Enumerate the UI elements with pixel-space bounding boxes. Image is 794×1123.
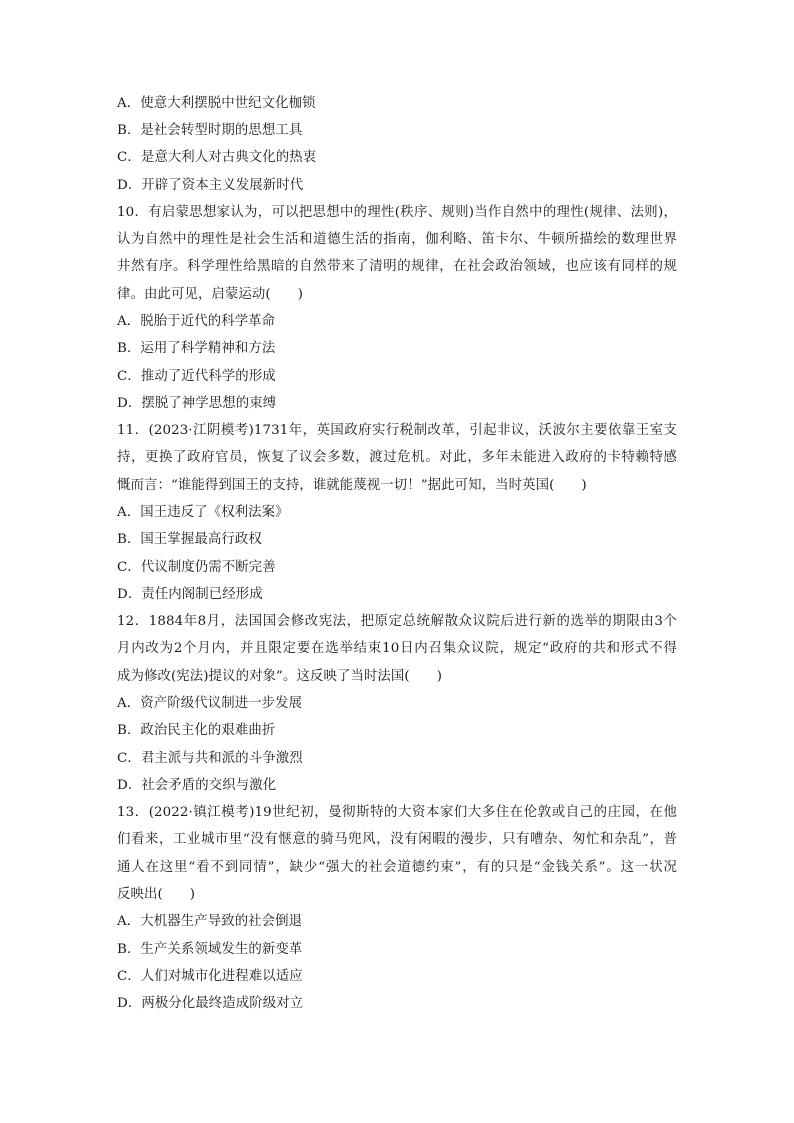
q12-option-c: C．君主派与共和派的斗争激烈 [117,751,303,766]
q13-stem-line-1: 13．(2022·镇江模考)19世纪初，曼彻斯特的大资本家们大多住在伦敦或自己的庄园，在他 [117,805,677,820]
q9-option-b: B．是社会转型时期的思想工具 [117,123,303,138]
q12-stem-line-3: 成为修改(宪法)提议的对象”。这反映了当时法国( ) [117,669,443,684]
q11-stem-line-1: 11．(2023·江阴模考)1731年，英国政府实行税制改革，引起非议，沃波尔主要依靠王室支 [117,423,677,438]
q11-option-c: C．代议制度仍需不断完善 [117,560,276,575]
q10-stem-line-2: 认为自然中的理性是社会生活和道德生活的指南，伽利略、笛卡尔、牛顿所描绘的数理世界 [117,232,677,247]
q13-option-c: C．人们对城市化进程难以适应 [117,969,303,984]
q11-option-a: A．国王违反了《权利法案》 [117,505,289,520]
q12-option-b: B．政治民主化的艰难曲折 [117,723,276,738]
q9-option-d: D．开辟了资本主义发展新时代 [117,178,304,193]
q10-stem-line-1: 10．有启蒙思想家认为，可以把思想中的理性(秩序、规则)当作自然中的理性(规律、法则)， [117,205,677,220]
q11-option-b: B．国王掌握最高行政权 [117,532,262,547]
q13-stem-line-4: 反映出( ) [117,887,196,902]
q10-option-d: D．摆脱了神学思想的束缚 [117,396,277,411]
q9-option-c: C．是意大利人对古典文化的热衷 [117,150,317,165]
q13-option-a: A．大机器生产导致的社会倒退 [117,914,303,929]
q13-option-b: B．生产关系领域发生的新变革 [117,942,303,957]
q10-option-a: A．脱胎于近代的科学革命 [117,314,276,329]
q9-option-a: A．使意大利摆脱中世纪文化枷锁 [117,96,316,111]
q11-option-d: D．责任内阁制已经形成 [117,587,263,602]
q12-stem-line-2: 月内改为2个月内，并且限定要在选举结束10日内召集众议院，规定“政府的共和形式不得 [117,641,677,656]
q11-stem-line-2: 持，更换了政府官员，恢复了议会多数，渡过危机。对此，多年未能进入政府的卡特赖特感 [117,450,677,465]
q12-stem-line-1: 12．1884年8月，法国国会修改宪法，把原定总统解散众议院后进行新的选举的期限由3个 [117,614,677,629]
q12-option-d: D．社会矛盾的交织与激化 [117,778,277,793]
q10-option-b: B．运用了科学精神和方法 [117,341,276,356]
q10-stem-line-3: 井然有序。科学理性给黑暗的自然带来了清明的规律，在社会政治领域，也应该有同样的规 [117,259,677,274]
q12-option-a: A．资产阶级代议制进一步发展 [117,696,303,711]
q11-stem-line-3: 慨而言：“谁能得到国王的支持，谁就能蔑视一切！”据此可知，当时英国( ) [117,478,587,493]
q10-option-c: C．推动了近代科学的形成 [117,369,276,384]
q13-stem-line-3: 通人在这里“看不到同情”，缺少“强大的社会道德约束”，有的只是“金钱关系”。这一状况 [117,860,677,875]
q13-option-d: D．两极分化最终造成阶级对立 [117,996,304,1011]
q10-stem-line-4: 律。由此可见，启蒙运动( ) [117,287,304,302]
q13-stem-line-2: 们看来，工业城市里“没有惬意的骑马兜风，没有闲暇的漫步，只有嘈杂、匆忙和杂乱”，普 [117,832,677,847]
